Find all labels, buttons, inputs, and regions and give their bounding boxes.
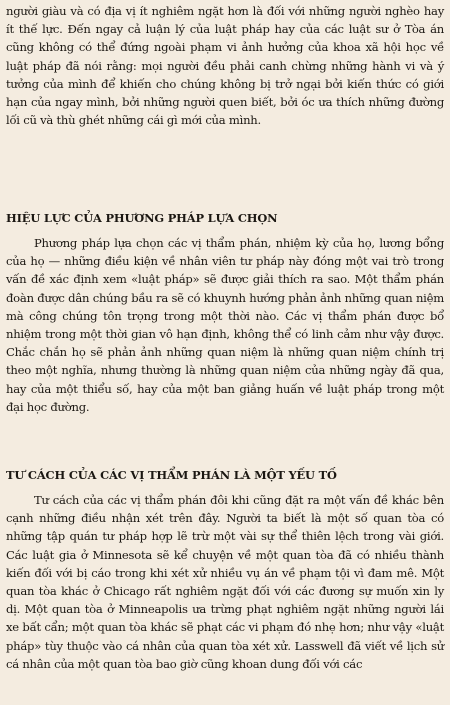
body-paragraph: người giàu và có địa vị ít nghiêm ngặt hơn là đối với những người nghèo hay ít thế lực. Đến ngay cả luận lý của luật pháp hay của các luật sư ở Tòa án cũng không có thể đứng ngoài phạm vi ảnh hưởng của khoa xã hội học về luật pháp đã nói rằng: mọi người đều phải canh chừng những hành vi và ý tưởng của mình để khiến cho chúng không bị trở ngại bởi kiến thức có giới hạn của ngay mình, bởi những người quen biết, bởi óc ưa thích những đường lối cũ và thù ghét những cái gì mới của mình. <box>6 4 444 128</box>
body-paragraph: Phương pháp lựa chọn các vị thẩm phán, nhiệm kỳ của họ, lương bổng của họ — những điều kiện về nhân viên tư pháp này đóng một vai trò trong vấn đề xác định xem «luật pháp» sẽ được giải thích ra sao. Một thẩm phán đoàn được dân chúng bầu ra sẽ có khuynh hướng phản ảnh những quan niệm mà công chúng tôn trọng trong một thời nào. Các vị thẩm phán được bổ nhiệm trong một thời gian vô hạn định, không thể có linh cảm như vậy được. Chắc chắn họ sẽ phản ảnh những quan niệm là những quan niệm chính trị theo một nghĩa, nhưng thường là những quan niệm của những ngày đã qua, hay của một thiểu số, hay của một ban giảng huấn về luật pháp trong một đại học đường. <box>6 236 444 414</box>
section-heading: TƯ CÁCH CỦA CÁC VỊ THẨM PHÁN LÀ MỘT YẾU TỐ <box>6 468 337 482</box>
body-paragraph: Tư cách của các vị thẩm phán đôi khi cũng đặt ra một vấn đề khác bên cạnh những điều nhận xét trên đây. Người ta biết là một số quan tòa có những tập quán tư pháp hợp lẽ trừ một vài sự thể thiên lệch trong vài giới. Các luật gia ở Minnesota sẽ kể chuyện về một quan tòa đã có nhiều thành kiến đối với bị cáo trong khi xét xử nhiều vụ án về phạm tội vì đam mê. Một quan tòa khác ở Chicago rất nghiêm ngặt đối với các đương sự muốn xin ly dị. Một quan tòa ở Minneapolis ưa trừng phạt nghiêm ngặt những người lái xe bất cẩn; một quan tòa khác sẽ phạt các vi phạm đó nhẹ hơn; như vậy «luật pháp» tùy thuộc vào cá nhân của quan tòa xét xử. Lasswell đã viết về lịch sử cá nhân của một quan tòa bao giờ cũng khoan dung đối với các <box>6 493 444 671</box>
section-heading: HIỆU LỰC CỦA PHƯƠNG PHÁP LỰA CHỌN <box>6 211 278 225</box>
